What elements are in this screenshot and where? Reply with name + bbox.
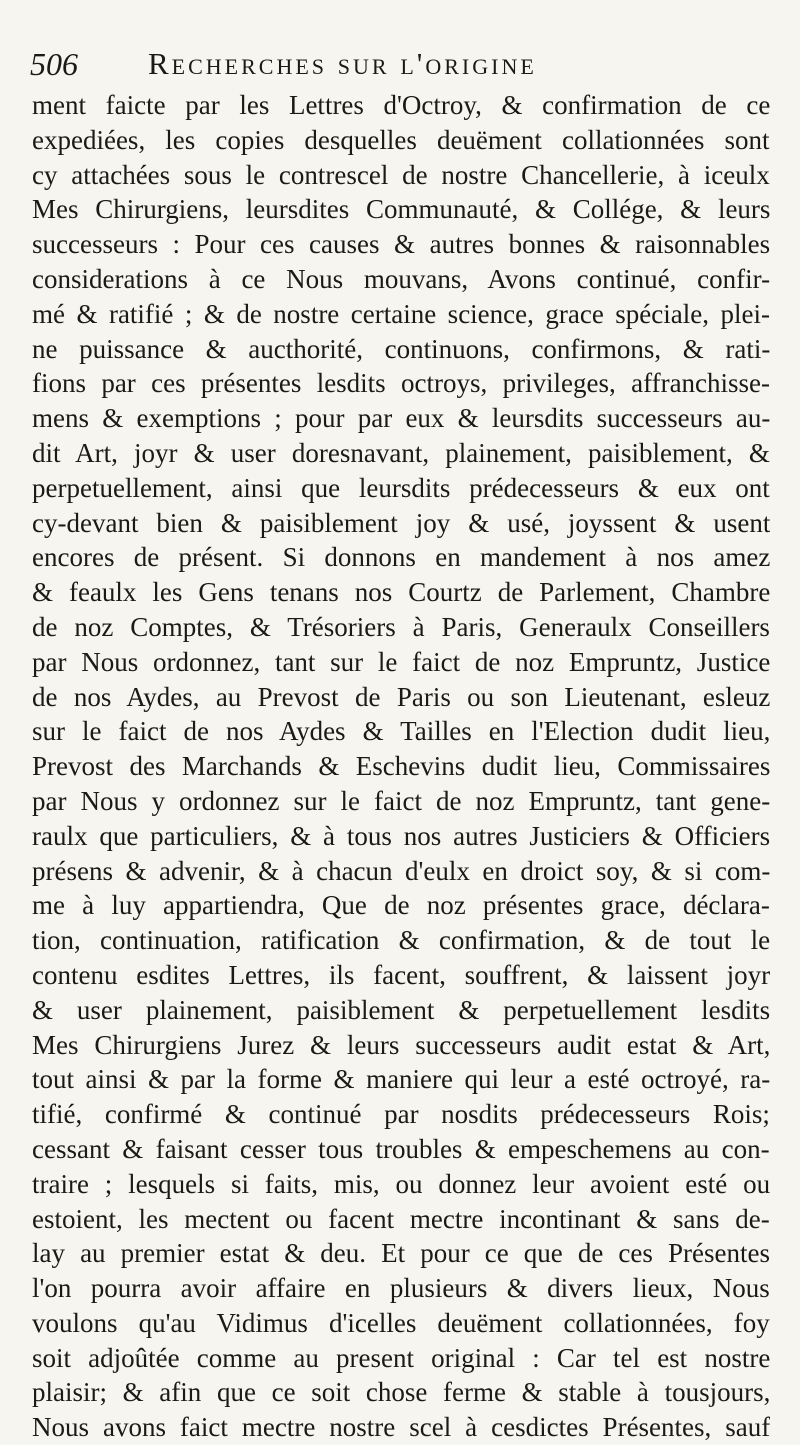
text-line: Nous avons faict mectre nostre scel à cesdictes Présentes, sauf — [32, 1412, 770, 1443]
page-header — [30, 42, 770, 86]
text-line: Prevost des Marchands & Eschevins dudit lieu, Commissaires — [32, 751, 770, 782]
text-line: par Nous y ordonnez sur le faict de noz Empruntz, tant gene- — [32, 785, 770, 816]
text-line: soit adjoûtée comme au present original : Car tel est nostre — [32, 1342, 770, 1373]
text-line: plaisir; & afin que ce soit chose ferme & stable à tousjours, — [32, 1377, 770, 1408]
text-line: cessant & faisant cesser tous troubles & empeschemens au con- — [32, 1133, 770, 1164]
text-line: mens & exemptions ; pour par eux & leursdits successeurs au- — [32, 403, 770, 434]
running-title: Recherches sur l'origine — [148, 46, 537, 81]
text-line: l'on pourra avoir affaire en plusieurs & divers lieux, Nous — [32, 1273, 770, 1304]
text-line: de nos Aydes, au Prevost de Paris ou son Lieutenant, esleuz — [32, 681, 770, 712]
text-line: ment faicte par les Lettres d'Octroy, & confirmation de ce — [32, 90, 770, 120]
body-text — [32, 88, 770, 1445]
text-line: sur le faict de nos Aydes & Tailles en l'Election dudit lieu, — [32, 716, 770, 747]
text-line: perpetuellement, ainsi que leursdits prédecesseurs & eux ont — [32, 472, 770, 503]
text-line: cy attachées sous le contrescel de nostre Chancellerie, à iceulx — [32, 159, 770, 190]
text-line: & feaulx les Gens tenans nos Courtz de Parlement, Chambre — [32, 577, 770, 608]
text-line: encores de présent. Si donnons en mandement à nos amez — [32, 542, 770, 573]
text-line: dit Art, joyr & user doresnavant, plainement, paisiblement, & — [32, 437, 770, 468]
text-line: me à luy appartiendra, Que de noz présentes grace, déclara- — [32, 890, 770, 921]
text-line: raulx que particuliers, & à tous nos autres Justiciers & Officiers — [32, 820, 770, 851]
text-line: fions par ces présentes lesdits octroys, privileges, affranchisse- — [32, 368, 770, 399]
text-line: lay au premier estat & deu. Et pour ce que de ces Présentes — [32, 1238, 770, 1269]
page-number: 506 — [30, 46, 78, 82]
text-line: tion, continuation, ratification & confirmation, & de tout le — [32, 925, 770, 956]
text-line: expediées, les copies desquelles deuëment collationnées sont — [32, 124, 770, 155]
text-line: traire ; lesquels si faits, mis, ou donnez leur avoient esté ou — [32, 1168, 770, 1199]
text-line: de noz Comptes, & Trésoriers à Paris, Generaulx Conseillers — [32, 611, 770, 642]
text-line: ne puissance & aucthorité, continuons, confirmons, & rati- — [32, 333, 770, 364]
text-line: par Nous ordonnez, tant sur le faict de noz Empruntz, Justice — [32, 646, 770, 677]
text-line: & user plainement, paisiblement & perpetuellement lesdits — [32, 994, 770, 1025]
text-line: cy-devant bien & paisiblement joy & usé, joyssent & usent — [32, 507, 770, 538]
text-line: successeurs : Pour ces causes & autres bonnes & raisonnables — [32, 229, 770, 260]
text-line: Mes Chirurgiens, leursdites Communauté, & Collége, & leurs — [32, 194, 770, 225]
text-line: voulons qu'au Vidimus d'icelles deuëment collationnées, foy — [32, 1307, 770, 1338]
text-line: présens & advenir, & à chacun d'eulx en droict soy, & si com- — [32, 855, 770, 886]
text-line: mé & ratifié ; & de nostre certaine science, grace spéciale, plei- — [32, 298, 770, 329]
text-line: contenu esdites Lettres, ils facent, souffrent, & laissent joyr — [32, 959, 770, 990]
text-line: considerations à ce Nous mouvans, Avons continué, confir- — [32, 263, 770, 294]
text-line: Mes Chirurgiens Jurez & leurs successeurs audit estat & Art, — [32, 1029, 770, 1060]
text-line: tifié, confirmé & continué par nosdits prédecesseurs Rois; — [32, 1099, 770, 1130]
text-line: tout ainsi & par la forme & maniere qui leur a esté octroyé, ra- — [32, 1064, 770, 1095]
text-line: estoient, les mectent ou facent mectre incontinant & sans de- — [32, 1203, 770, 1234]
